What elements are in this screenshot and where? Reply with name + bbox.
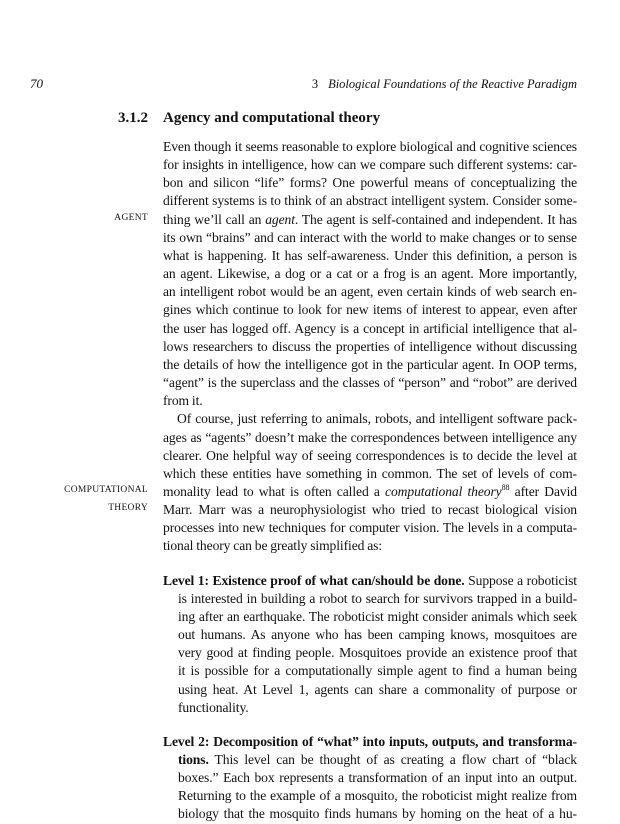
text-run: bon and silicon “life” forms? One powerful means of conceptualizing the xyxy=(163,175,577,191)
text-line xyxy=(163,283,577,301)
text-run: Marr. Marr was a neurophysiologist who tried to recast biological vision xyxy=(163,502,577,518)
text-line xyxy=(163,699,577,717)
text-run: monality lead to what is often called a xyxy=(163,483,386,499)
text-run: Of course, just referring to animals, robots, and intelligent software pack- xyxy=(177,411,577,427)
text-line xyxy=(163,733,577,751)
text-run: from it. xyxy=(163,393,203,409)
text-line xyxy=(163,138,577,156)
text-line xyxy=(163,374,577,392)
level-2-item xyxy=(163,733,577,824)
bold-term: tions. xyxy=(178,752,209,767)
text-run: out humans. As anyone who has been camping knows, mosquitoes are xyxy=(178,627,577,643)
chapter-number: 3 xyxy=(311,77,319,91)
text-line xyxy=(163,805,577,823)
text-run: ing after an earthquake. The roboticist might consider animals which seek xyxy=(178,608,577,624)
text-run: biology that the mosquito finds humans by homing on the heat of a hu- xyxy=(178,806,577,822)
section-number: 3.1.2 xyxy=(118,110,148,126)
text-line xyxy=(163,338,577,356)
text-line xyxy=(163,229,577,247)
margin-note: COMPUTATIONAL xyxy=(64,484,148,495)
text-run: after David xyxy=(509,483,578,499)
text-run: functionality. xyxy=(178,699,249,715)
text-line xyxy=(163,247,577,265)
text-run: using heat. At Level 1, agents can share a commonality of purpose or xyxy=(178,681,577,697)
text-run: the details of how the intelligence got in the particular agent. In OOP terms, xyxy=(163,356,577,372)
text-run: very good at finding people. Mosquitoes provide an existence proof that xyxy=(178,645,577,661)
text-run: it is possible for a computationally simple agent to find a human being xyxy=(178,663,577,679)
main-content xyxy=(64,138,578,824)
text-line xyxy=(163,572,577,590)
page-number: 70 xyxy=(30,76,43,91)
body-text xyxy=(64,138,578,556)
text-line xyxy=(114,211,577,229)
text-run: is interested in building a robot to search for survivors trapped in a build- xyxy=(178,590,577,606)
text-run: an intelligent robot would be an agent, even certain kinds of web search en- xyxy=(163,284,577,300)
text-run: This level can be thought of as creating a flow chart of “black xyxy=(208,752,577,767)
text-run: tional theory can be greatly simplified as: xyxy=(163,538,383,554)
text-run: for insights in intelligence, how can we compare such different systems: car- xyxy=(163,157,577,173)
bold-term: Level 2: Decomposition of “what” into inputs, outputs, and transforma- xyxy=(163,733,577,749)
text-line xyxy=(163,537,577,555)
text-line xyxy=(163,608,577,626)
text-run: the user has logged off. Agency is a concept in artificial intelligence that al- xyxy=(163,320,577,336)
text-line xyxy=(163,192,577,210)
text-run: which these entities have something in common. The set of levels of com- xyxy=(163,465,577,481)
text-line xyxy=(163,626,577,644)
text-line xyxy=(163,265,577,283)
text-line xyxy=(163,590,577,608)
text-line xyxy=(163,156,577,174)
text-line xyxy=(163,429,577,447)
text-run: ages as “agents” doesn’t make the correspondences between intelligence any xyxy=(163,429,577,445)
italic-term: computational theory xyxy=(385,483,502,499)
text-line xyxy=(163,519,577,537)
text-line xyxy=(163,751,577,769)
footnote-ref: 88 xyxy=(501,482,510,492)
text-line xyxy=(163,769,577,787)
text-run: lows researchers to discuss the properties of intelligence without discussing xyxy=(163,338,577,354)
text-run: what is happening. It has self-awareness. Under this definition, a person is xyxy=(163,247,577,263)
margin-note: THEORY xyxy=(108,503,148,514)
margin-note: AGENT xyxy=(114,212,148,223)
text-line xyxy=(163,320,577,338)
text-run: processes into new techniques for computer vision. The levels in a computa- xyxy=(163,520,577,536)
text-line xyxy=(163,644,577,662)
text-run: thing we’ll call an xyxy=(163,211,266,227)
text-line xyxy=(163,681,577,699)
text-line xyxy=(64,482,578,501)
italic-term: agent xyxy=(265,211,295,227)
text-run: Returning to the example of a mosquito, the roboticist might realize from xyxy=(178,788,577,804)
running-head xyxy=(312,76,577,92)
bold-term: Level 1: Existence proof of what can/should be done. xyxy=(163,572,465,588)
text-run: clearer. One helpful way of seeing correspondences is to decide the level at xyxy=(163,447,577,463)
text-line xyxy=(163,392,577,410)
text-line xyxy=(163,447,577,465)
text-run: . The agent is self-contained and independent. It has xyxy=(294,211,577,227)
text-line xyxy=(163,787,577,805)
text-run: “agent” is the superclass and the classes of “person” and “robot” are derived xyxy=(163,375,577,391)
text-run: an agent. Likewise, a dog or a cat or a frog is an agent. More importantly, xyxy=(163,266,577,282)
text-run: boxes.” Each box represents a transformation of an input into an output. xyxy=(178,770,577,786)
section-title: Agency and computational theory xyxy=(163,110,381,126)
text-run: its own “brains” and can interact with the world to make changes or to sense xyxy=(163,229,577,245)
text-line xyxy=(108,501,577,519)
text-line xyxy=(163,410,577,428)
text-run: gines which continue to look for new items of interest to appear, even after xyxy=(163,302,577,318)
chapter-title: Biological Foundations of the Reactive Paradigm xyxy=(328,77,577,91)
text-run: Even though it seems reasonable to explore biological and cognitive sciences xyxy=(163,139,577,154)
text-run: different systems is to think of an abstract intelligent system. Consider some- xyxy=(163,193,577,209)
text-line xyxy=(163,465,577,483)
text-line xyxy=(163,662,577,680)
level-1-item xyxy=(163,572,577,717)
text-run: Suppose a roboticist xyxy=(464,572,577,588)
text-line xyxy=(163,356,577,374)
text-line xyxy=(163,301,577,319)
text-line xyxy=(163,174,577,192)
